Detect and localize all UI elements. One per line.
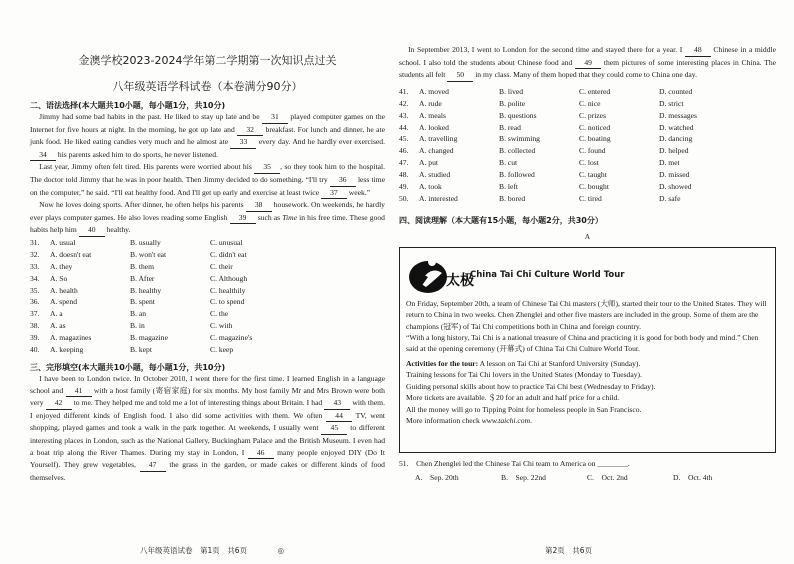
question-number: 48. bbox=[399, 170, 409, 180]
option-row bbox=[399, 110, 776, 122]
blank-50: 50 bbox=[447, 69, 473, 82]
option-choice: B. read bbox=[499, 122, 521, 132]
grammar-paragraph-2 bbox=[30, 161, 385, 199]
activities-line bbox=[406, 358, 769, 369]
question-number: 49. bbox=[399, 182, 409, 192]
option-choice: D. strict bbox=[659, 98, 684, 108]
blank-47: 47 bbox=[140, 459, 166, 472]
question-51-options bbox=[399, 472, 776, 483]
option-choice: A. as bbox=[50, 321, 66, 331]
passage-marker: A bbox=[584, 231, 591, 241]
option-choice: C. found bbox=[579, 146, 606, 156]
option-choice: A. changed bbox=[419, 146, 454, 156]
question-number: 32. bbox=[30, 249, 40, 259]
more-info-line bbox=[406, 415, 769, 426]
option-choice: B. collected bbox=[499, 146, 536, 156]
option-choice: C. entered bbox=[579, 86, 611, 96]
question-number: 35. bbox=[30, 285, 40, 295]
activity-line: Guiding personal skills about how to practice Tai Chi best (Wednesday to Friday). bbox=[406, 381, 656, 391]
text-run: Jimmy had some bad habits in the past. He liked to stay up late and be bbox=[39, 112, 262, 121]
option-choice: B. Sep. 22nd bbox=[501, 472, 546, 482]
option-row bbox=[399, 157, 776, 169]
activity-line: Training lessons for Tai Chi lovers in the United States (Monday to Tuesday). bbox=[406, 370, 642, 380]
text-run: I have been to London twice. In October 2010, I went there for the first time. I learned English in a language school and bbox=[30, 374, 385, 395]
option-choice: B. polite bbox=[499, 98, 526, 108]
more-info-text: More information check bbox=[406, 415, 482, 425]
activity-line: More tickets are available. ＄20 for an adult and half price for a child. bbox=[406, 393, 620, 403]
text-run: , so they took him to the hospital. The doctor told Jimmy that he was in poor health. Then Jimmy decided to do something. “I'll try bbox=[30, 162, 385, 184]
blank-35: 35 bbox=[254, 161, 280, 174]
option-choice: A. magazines bbox=[50, 333, 92, 343]
option-choice: B. swimming bbox=[499, 134, 540, 144]
reading-passage-a bbox=[399, 247, 776, 453]
option-choice: A. keeping bbox=[50, 345, 84, 355]
question-number: 31. bbox=[30, 237, 40, 247]
text-run: his parents asked him to do sports, he never listened. bbox=[56, 149, 218, 159]
option-choice: B. bored bbox=[499, 193, 526, 203]
option-choice: B. healthy bbox=[130, 285, 162, 295]
option-choice: D. Oct. 4th bbox=[673, 472, 713, 482]
blank-34: 34 bbox=[30, 149, 56, 162]
text-run: to me. They helped me and told me a lot of interesting things about Britain. I had bbox=[71, 398, 325, 408]
text-run: week.” bbox=[346, 187, 371, 197]
passage-paragraph-1: On Friday, September 20th, a team of Chinese Tai Chi masters (大师), started their tour to the United States. They will return to China in two weeks. Chen Zhenglei and other five masters are included in the group. Some of them are the champions (冠军) of Tai Chi competitions both in China and foreign country. bbox=[406, 298, 767, 331]
question-number: 38. bbox=[30, 321, 40, 331]
text-run: Now he loves doing sports. After dinner, he often helps his parents bbox=[39, 200, 246, 210]
question-number: 50. bbox=[399, 193, 409, 203]
option-choice: B. After bbox=[130, 273, 155, 283]
question-number: 44. bbox=[399, 122, 409, 132]
option-choice: A. health bbox=[50, 285, 78, 295]
option-choice: D. dancing bbox=[659, 134, 693, 144]
option-row bbox=[30, 296, 385, 308]
option-row bbox=[30, 261, 385, 273]
text-run: breakfast. For lunch and dinner, he ate junk food. He liked eating candies very much and he almost ate bbox=[30, 124, 385, 147]
text-run: played computer games on the Internet for five hours at night. In the morning, he got up late and bbox=[30, 112, 386, 134]
option-choice: A. travelling bbox=[419, 134, 458, 144]
question-number: 36. bbox=[30, 297, 40, 307]
option-choice: B. usually bbox=[130, 237, 161, 247]
option-row bbox=[30, 237, 385, 249]
passage-paragraph-2: “With a long history, Tai Chi is a national treasure of China and practicing it is good for both body and mind.” Chen said at the opening ceremony (开幕式) of China Tai Chi Culture World Tour. bbox=[406, 333, 759, 354]
blank-49: 49 bbox=[575, 57, 601, 70]
text-run: in my class. Many of them hoped that they could come to China one day. bbox=[473, 70, 697, 80]
website-period: . bbox=[530, 415, 532, 425]
question-number: 42. bbox=[399, 98, 409, 108]
option-choice: D. missed bbox=[659, 170, 690, 180]
option-choice: A. doesn't eat bbox=[50, 249, 92, 259]
grammar-paragraph-1 bbox=[30, 111, 385, 161]
section-grammar-heading: 二、语法选择(本大题共10小题，每小题1分，共10分) bbox=[30, 101, 226, 110]
tai-chi-logo-icon bbox=[406, 253, 474, 297]
blank-37: 37 bbox=[321, 187, 347, 200]
page-footer-right: 第2页 共6页 bbox=[545, 546, 593, 555]
option-choice: A. studied bbox=[419, 170, 451, 180]
grammar-options bbox=[30, 237, 385, 356]
website-link: www.taichi.com bbox=[481, 415, 531, 425]
text-run: In September 2013, I went to London for the second time and stayed there for a year. I bbox=[408, 45, 685, 54]
option-choice: C. Oct. 2nd bbox=[587, 472, 628, 482]
exam-subtitle: 八年级英语学科试卷（本卷满分90分） bbox=[112, 80, 303, 93]
option-choice: B. them bbox=[130, 261, 155, 271]
logo-text: 太极 bbox=[446, 272, 474, 289]
exam-title: 金澳学校2023-2024学年第二学期第一次知识点过关 bbox=[78, 54, 337, 67]
blank-45: 45 bbox=[321, 422, 347, 435]
blank-38: 38 bbox=[246, 199, 272, 212]
option-choice: A. spend bbox=[50, 297, 77, 307]
binding-mark-icon: ◎ bbox=[277, 546, 284, 555]
option-choice: D. met bbox=[659, 158, 680, 168]
option-choice: C. the bbox=[210, 309, 229, 319]
activities-label: Activities for the tour: bbox=[406, 358, 479, 368]
option-row bbox=[30, 249, 385, 261]
option-choice: C. prizes bbox=[579, 110, 606, 120]
text-run: less time on the computer,” he said. “I'll eat healthy food. And I'll get up early and exercise at least twice bbox=[30, 174, 385, 197]
option-choice: C. with bbox=[210, 321, 233, 331]
question-number: 33. bbox=[30, 261, 40, 271]
option-choice: A. Sep. 20th bbox=[415, 472, 459, 482]
option-choice: C. bought bbox=[579, 182, 609, 192]
activities-list bbox=[406, 369, 769, 415]
cloze-paragraph-2 bbox=[399, 44, 776, 82]
option-row bbox=[399, 145, 776, 157]
question-51: 51. Chen Zhenglei led the Chinese Tai Chi team to America on ________. bbox=[399, 458, 630, 468]
text-run: the grass in the garden, or made cakes or different kinds of food themselves. bbox=[30, 460, 385, 482]
option-choice: C. lost bbox=[579, 158, 599, 168]
option-row bbox=[30, 285, 385, 297]
question-number: 41. bbox=[399, 86, 409, 96]
question-number: 43. bbox=[399, 110, 409, 120]
text-run: TV, went shopping, played games and took a walk in the park together. At weekends, I usually went bbox=[30, 410, 385, 433]
page-footer-left bbox=[140, 545, 284, 556]
blank-32: 32 bbox=[237, 124, 263, 137]
option-choice: D. showed bbox=[659, 182, 692, 192]
option-row bbox=[30, 344, 385, 356]
blank-36: 36 bbox=[330, 174, 356, 187]
option-choice: C. didn't eat bbox=[210, 249, 247, 259]
option-row bbox=[399, 181, 776, 193]
option-choice: A. usual bbox=[50, 237, 76, 247]
text-run: with them. I enjoyed different kinds of English food. I also did some activities with them. We often bbox=[30, 398, 385, 420]
text-run: Chinese in a middle school. I also told the students about Chinese food and bbox=[399, 45, 776, 67]
activity-line: All the money will go to Tipping Point for homeless people in San Francisco. bbox=[406, 404, 642, 414]
option-row bbox=[30, 320, 385, 332]
option-choice: A. So bbox=[50, 273, 68, 283]
section-cloze-heading: 三、完形填空(本大题共10小题，每小题1分，共10分) bbox=[30, 363, 226, 372]
question-number: 37. bbox=[30, 309, 40, 319]
option-choice: B. magazine bbox=[130, 333, 168, 343]
question-number: 45. bbox=[399, 134, 409, 144]
option-row bbox=[399, 193, 776, 205]
text-run: housework. On weekends, he hardly ever plays computer games. He also loves reading some English bbox=[30, 200, 385, 222]
page-right bbox=[397, 0, 794, 564]
option-choice: B. an bbox=[130, 309, 147, 319]
blank-44: 44 bbox=[326, 410, 352, 423]
option-choice: A. meals bbox=[419, 110, 446, 120]
option-choice: C. tired bbox=[579, 193, 602, 203]
option-choice: C. noticed bbox=[579, 122, 611, 132]
option-row bbox=[399, 86, 776, 98]
text-run: such as bbox=[255, 212, 283, 222]
option-choice: A. they bbox=[50, 261, 73, 271]
tour-header bbox=[406, 252, 769, 298]
option-choice: B. won't eat bbox=[130, 249, 167, 259]
option-choice: D. messages bbox=[659, 110, 697, 120]
option-choice: A. looked bbox=[419, 122, 449, 132]
option-choice: B. questions bbox=[499, 110, 537, 120]
option-row bbox=[399, 98, 776, 110]
option-choice: C. Although bbox=[210, 273, 248, 283]
tour-title: China Tai Chi Culture World Tour bbox=[470, 269, 625, 280]
text-run: healthy. bbox=[104, 225, 131, 235]
option-choice: A. put bbox=[419, 158, 438, 168]
option-choice: C. magazine's bbox=[210, 333, 253, 343]
option-row bbox=[399, 169, 776, 181]
text-run: every day. And he hardly ever exercised. bbox=[256, 137, 385, 147]
option-choice: A. moved bbox=[419, 86, 449, 96]
text-run: Last year, Jimmy often felt tired. His parents were worried about his bbox=[39, 162, 255, 172]
option-choice: C. taught bbox=[579, 170, 607, 180]
blank-43: 43 bbox=[324, 397, 350, 410]
footer-text: 八年级英语试卷 第1页 共6页 bbox=[140, 546, 248, 555]
text-run: to different interesting places in London, such as the National Gallery, Buckingham Palace and the British Museum. I even had a boat trip along the River Thames. During my stay in London, I bbox=[30, 423, 385, 457]
option-choice: A. a bbox=[50, 309, 63, 319]
option-choice: A. rude bbox=[419, 98, 442, 108]
question-number: 40. bbox=[30, 345, 40, 355]
blank-39: 39 bbox=[230, 212, 256, 225]
option-choice: A. interested bbox=[419, 193, 458, 203]
option-choice: B. in bbox=[130, 321, 145, 331]
option-choice: C. nice bbox=[579, 98, 601, 108]
blank-31: 31 bbox=[262, 111, 288, 124]
option-choice: A. took bbox=[419, 182, 442, 192]
option-choice: C. keep bbox=[210, 345, 234, 355]
grammar-paragraph-3 bbox=[30, 199, 385, 237]
option-choice: C. boating bbox=[579, 134, 611, 144]
italic-title: Time bbox=[282, 212, 297, 222]
text-run: in his free time. These good habits help him bbox=[30, 212, 385, 235]
option-row bbox=[399, 122, 776, 134]
option-choice: D. helped bbox=[659, 146, 689, 156]
text-run: them pictures of some interesting places in China. The students all felt bbox=[399, 57, 776, 80]
question-number: 34. bbox=[30, 273, 40, 283]
option-choice: D. safe bbox=[659, 193, 681, 203]
blank-42: 42 bbox=[46, 397, 72, 410]
activities-item-1: A lesson on Tai Chi at Stanford University (Sunday). bbox=[478, 358, 641, 368]
option-row bbox=[30, 332, 385, 344]
blank-48: 48 bbox=[685, 44, 711, 57]
option-row bbox=[30, 273, 385, 285]
blank-40: 40 bbox=[79, 224, 105, 237]
text-run: with a host family (寄宿家庭) for six months. My host family Mr and Mrs Brown were both very bbox=[30, 385, 385, 408]
option-choice: C. unusual bbox=[210, 237, 243, 247]
option-choice: B. lived bbox=[499, 86, 524, 96]
option-choice: D. counted bbox=[659, 86, 693, 96]
option-row bbox=[30, 308, 385, 320]
option-row bbox=[399, 133, 776, 145]
option-choice: D. watched bbox=[659, 122, 694, 132]
question-number: 39. bbox=[30, 333, 40, 343]
blank-33: 33 bbox=[230, 136, 256, 149]
question-number: 47. bbox=[399, 158, 409, 168]
option-choice: B. spent bbox=[130, 297, 155, 307]
section-reading-heading: 四、阅读理解（本大题有15小题，每小题2分，共30分） bbox=[399, 215, 603, 225]
option-choice: B. cut bbox=[499, 158, 518, 168]
blank-46: 46 bbox=[248, 447, 274, 460]
option-choice: B. kept bbox=[130, 345, 152, 355]
cloze-paragraph-1 bbox=[30, 373, 385, 483]
option-choice: C. healthily bbox=[210, 285, 246, 295]
option-choice: C. their bbox=[210, 261, 233, 271]
option-choice: B. left bbox=[499, 182, 518, 192]
text-run: many people enjoyed DIY (Do It Yourself). They grew vegetables, bbox=[30, 447, 385, 470]
option-choice: C. to spend bbox=[210, 297, 245, 307]
option-choice: B. followed bbox=[499, 170, 535, 180]
cloze-options bbox=[399, 86, 776, 205]
blank-41: 41 bbox=[66, 385, 92, 398]
question-number: 46. bbox=[399, 146, 409, 156]
